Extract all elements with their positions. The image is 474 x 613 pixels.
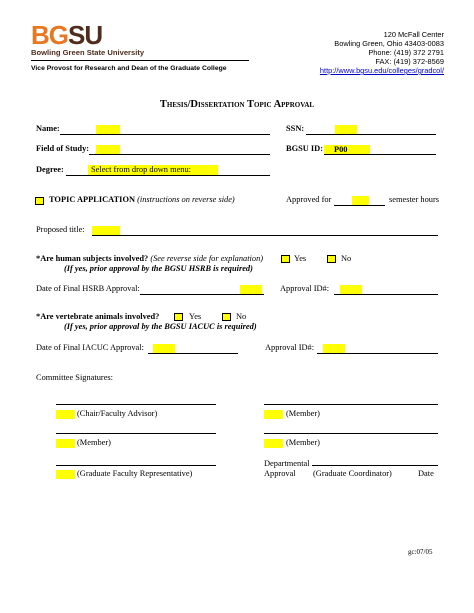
logo-su-text: SU	[68, 20, 103, 50]
animal-no-label: No	[236, 312, 247, 321]
name-label: Name:	[36, 124, 60, 133]
hsrb-date-label: Date of Final HSRB Approval:	[36, 284, 140, 293]
member1-signature-line	[264, 404, 438, 405]
human-no-checkbox[interactable]	[327, 255, 336, 263]
page-title: Thesis/Dissertation Topic Approval	[159, 99, 315, 110]
human-yes-label: Yes	[294, 254, 307, 263]
form-code: gc:07/05	[408, 548, 433, 556]
iacuc-date-input[interactable]	[153, 344, 175, 353]
grad-coordinator-label: (Graduate Coordinator)	[313, 469, 392, 478]
member2-signature-line	[56, 433, 216, 434]
hsrb-approval-id-label: Approval ID#:	[280, 284, 330, 293]
topic-application-label	[49, 195, 235, 204]
address-line2: Bowling Green, Ohio 43403-0083	[334, 39, 444, 48]
phone: Phone: (419) 372 2791	[368, 48, 444, 57]
member3-signature-line	[264, 433, 438, 434]
chair-label: (Chair/Faculty Advisor)	[77, 409, 158, 418]
approved-for-line	[334, 205, 385, 206]
university-name: Bowling Green State University	[31, 48, 145, 57]
animal-no-checkbox[interactable]	[222, 313, 231, 321]
ssn-field-line	[306, 134, 436, 135]
address-line1: 120 McFall Center	[383, 30, 444, 39]
logo-bg-text: BG	[31, 20, 68, 50]
proposed-title-input[interactable]	[92, 226, 120, 235]
name-field-line	[60, 134, 270, 135]
member3-label: (Member)	[286, 438, 320, 447]
grad-coordinator-signature-line	[312, 465, 438, 466]
degree-line	[66, 175, 270, 176]
iacuc-approval-id-label: Approval ID#:	[265, 343, 315, 352]
field-of-study-input[interactable]	[96, 145, 120, 154]
human-no-label: No	[341, 254, 352, 263]
iacuc-date-line	[148, 353, 238, 354]
member2-signature-input[interactable]	[56, 439, 75, 448]
header-rule	[31, 60, 249, 61]
hsrb-date-input[interactable]	[240, 285, 262, 294]
degree-label: Degree:	[36, 165, 64, 174]
grad-rep-signature-line	[56, 465, 216, 466]
member3-signature-input[interactable]	[264, 439, 283, 448]
date-label: Date	[418, 469, 434, 478]
chair-signature-line	[56, 404, 216, 405]
iacuc-note: (If yes, prior approval by the BGSU IACUC is required)	[64, 322, 257, 331]
ssn-label: SSN:	[286, 124, 305, 133]
human-yes-checkbox[interactable]	[281, 255, 290, 263]
human-subjects-question	[36, 254, 263, 263]
chair-signature-input[interactable]	[56, 410, 75, 419]
human-subjects-note: (See reverse side for explanation)	[150, 254, 264, 263]
topic-application-title: TOPIC APPLICATION	[49, 195, 136, 204]
hsrb-date-line	[140, 294, 264, 295]
approval-label: Approval	[264, 469, 296, 478]
proposed-title-line	[92, 235, 438, 236]
bgsu-id-label: BGSU ID:	[286, 144, 323, 153]
field-of-study-line	[89, 154, 270, 155]
approved-for-label: Approved for	[286, 195, 332, 204]
name-input[interactable]	[96, 125, 120, 134]
iacuc-date-label: Date of Final IACUC Approval:	[36, 343, 144, 352]
proposed-title-label: Proposed title:	[36, 225, 85, 234]
member1-signature-input[interactable]	[264, 410, 283, 419]
animal-yes-checkbox[interactable]	[174, 313, 183, 321]
topic-application-checkbox[interactable]	[35, 197, 44, 205]
field-of-study-label: Field of Study:	[36, 144, 90, 153]
bgsu-id-input[interactable]: P00	[324, 145, 370, 154]
committee-heading: Committee Signatures:	[36, 373, 113, 382]
office-name: Vice Provost for Research and Dean of the Graduate College	[31, 65, 227, 72]
iacuc-approval-id-input[interactable]	[323, 344, 345, 353]
contact-block	[320, 30, 444, 75]
hsrb-approval-id-line	[334, 294, 438, 295]
semester-hours-label: semester hours	[389, 195, 440, 204]
degree-select[interactable]: Select from drop down menu:	[88, 165, 218, 175]
grad-rep-signature-input[interactable]	[56, 470, 75, 479]
member1-label: (Member)	[286, 409, 320, 418]
animal-yes-label: Yes	[189, 312, 202, 321]
topic-application-note: (instructions on reverse side)	[137, 195, 235, 204]
hsrb-approval-id-input[interactable]	[340, 285, 362, 294]
approved-for-input[interactable]	[352, 196, 369, 205]
iacuc-approval-id-line	[317, 353, 438, 354]
ssn-input[interactable]	[335, 125, 357, 134]
animals-question: *Are vertebrate animals involved?	[36, 312, 160, 321]
hsrb-note: (If yes, prior approval by the BGSU HSRB is required)	[64, 264, 253, 273]
college-link[interactable]: http://www.bgsu.edu/colleges/gradcol/	[319, 66, 444, 75]
fax: FAX: (419) 372-8569	[375, 57, 444, 66]
member2-label: (Member)	[77, 438, 111, 447]
bgsu-id-line	[324, 154, 436, 155]
human-subjects-label: *Are human subjects involved?	[36, 254, 149, 263]
departmental-label: Departmental	[264, 459, 310, 468]
grad-rep-label: (Graduate Faculty Representative)	[77, 469, 193, 478]
bgsu-logo	[31, 22, 102, 48]
